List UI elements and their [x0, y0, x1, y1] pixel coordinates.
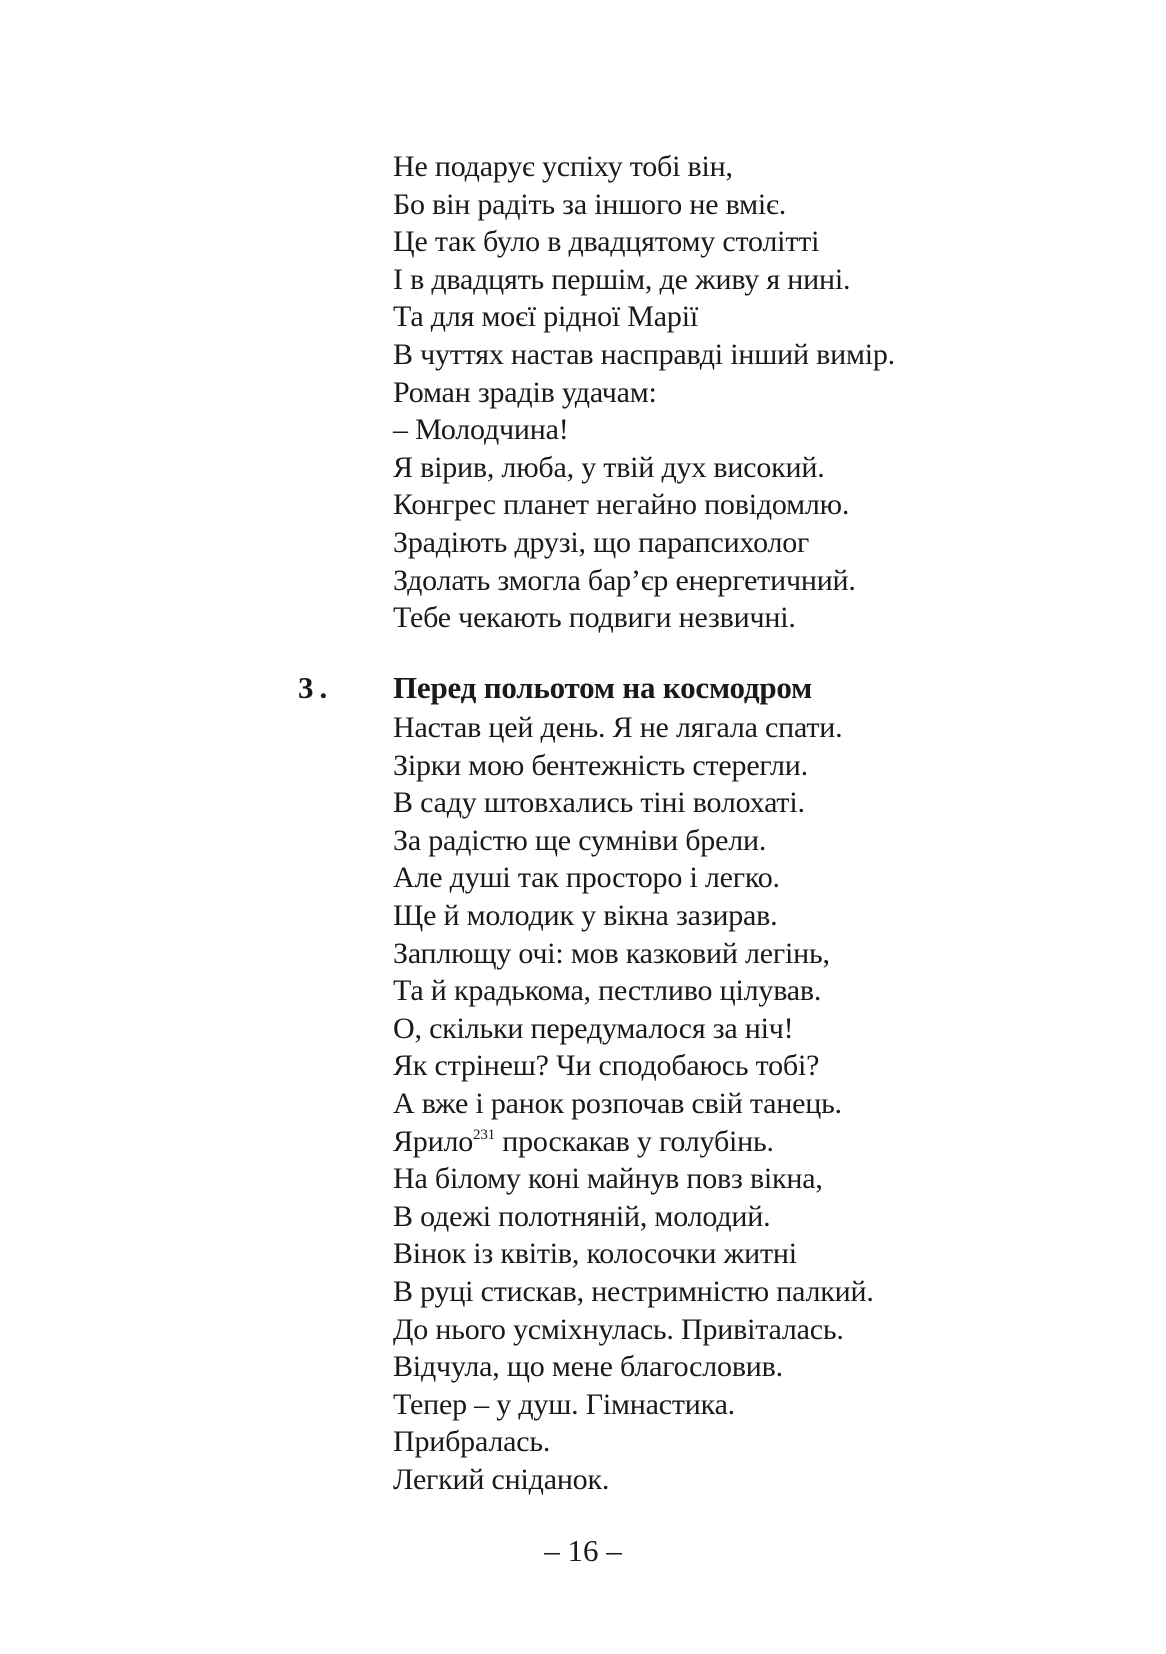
verse-line: Та й крадькома, пестливо цілував. — [393, 974, 822, 1008]
verse-line-end: проскакав у голубінь. — [494, 1124, 774, 1158]
verse-line: В руці стискав, нестримністю палкий. — [393, 1274, 874, 1308]
verse-block-top — [393, 148, 895, 637]
verse-line: О, скільки передумалося за ніч! — [393, 1011, 794, 1045]
section-heading — [0, 668, 1166, 708]
footnote-reference[interactable]: 231 — [473, 1126, 495, 1143]
verse-line: Настав цей день. Я не лягала спати. — [393, 711, 843, 744]
verse-line: Тепер – у душ. Гімнастика. — [393, 1387, 735, 1421]
verse-line: Зрадіють друзі, що парапсихолог — [393, 525, 810, 559]
verse-line: Та для моєї рідної Марії — [393, 300, 698, 334]
section-title: Перед польотом на космодром — [393, 670, 813, 705]
verse-line: Не подарує успіху тобі він, — [393, 150, 733, 183]
verse-line: Конгрес планет негайно повідомлю. — [393, 488, 850, 522]
verse-line: До нього усміхнулась. Привіталась. — [393, 1312, 844, 1346]
verse-line: Але душі так просторо і легко. — [393, 861, 780, 895]
page-number: – 16 – — [544, 1533, 622, 1568]
verse-line: Це так було в двадцятому столітті — [393, 225, 820, 259]
verse-line: Роман зрадів удачам: — [393, 375, 657, 409]
verse-line: Бо він радіть за іншого не вміє. — [393, 187, 787, 221]
verse-line: Прибралась. — [393, 1425, 551, 1459]
verse-line: В чуттях настав насправді інший вимір. — [393, 337, 895, 371]
verse-line: Зірки мою бентежність стерегли. — [393, 748, 808, 782]
verse-line: А вже і ранок розпочав свій танець. — [393, 1086, 842, 1120]
verse-line: За радістю ще сумніви брели. — [393, 823, 767, 857]
verse-line-with-footnote — [393, 1123, 874, 1161]
verse-line: Здолать змогла бар’єр енергетичний. — [393, 563, 856, 597]
verse-line: Відчула, що мене благословив. — [393, 1350, 783, 1384]
verse-line: Легкий сніданок. — [393, 1462, 610, 1496]
verse-block-bottom — [393, 709, 874, 1498]
verse-line: Ще й молодик у вікна зазирав. — [393, 898, 778, 932]
verse-line: Вінок із квітів, колосочки житні — [393, 1237, 797, 1271]
verse-line-start: Ярило — [393, 1124, 474, 1158]
verse-line: І в двадцять першім, де живу я нині. — [393, 262, 851, 296]
verse-line: В одежі полотняній, молодий. — [393, 1199, 771, 1233]
verse-line: Тебе чекають подвиги незвичні. — [393, 601, 796, 635]
verse-line: На білому коні майнув повз вікна, — [393, 1162, 823, 1196]
section-number: 3. — [298, 670, 334, 705]
verse-line: Заплющу очі: мов казковий легінь, — [393, 936, 830, 970]
verse-line: Як стрінеш? Чи сподобаюсь тобі? — [393, 1049, 820, 1083]
verse-line: – Молодчина! — [393, 413, 569, 447]
verse-line: В саду штовхались тіні волохаті. — [393, 786, 805, 820]
verse-line: Я вірив, люба, у твій дух високий. — [393, 450, 825, 484]
